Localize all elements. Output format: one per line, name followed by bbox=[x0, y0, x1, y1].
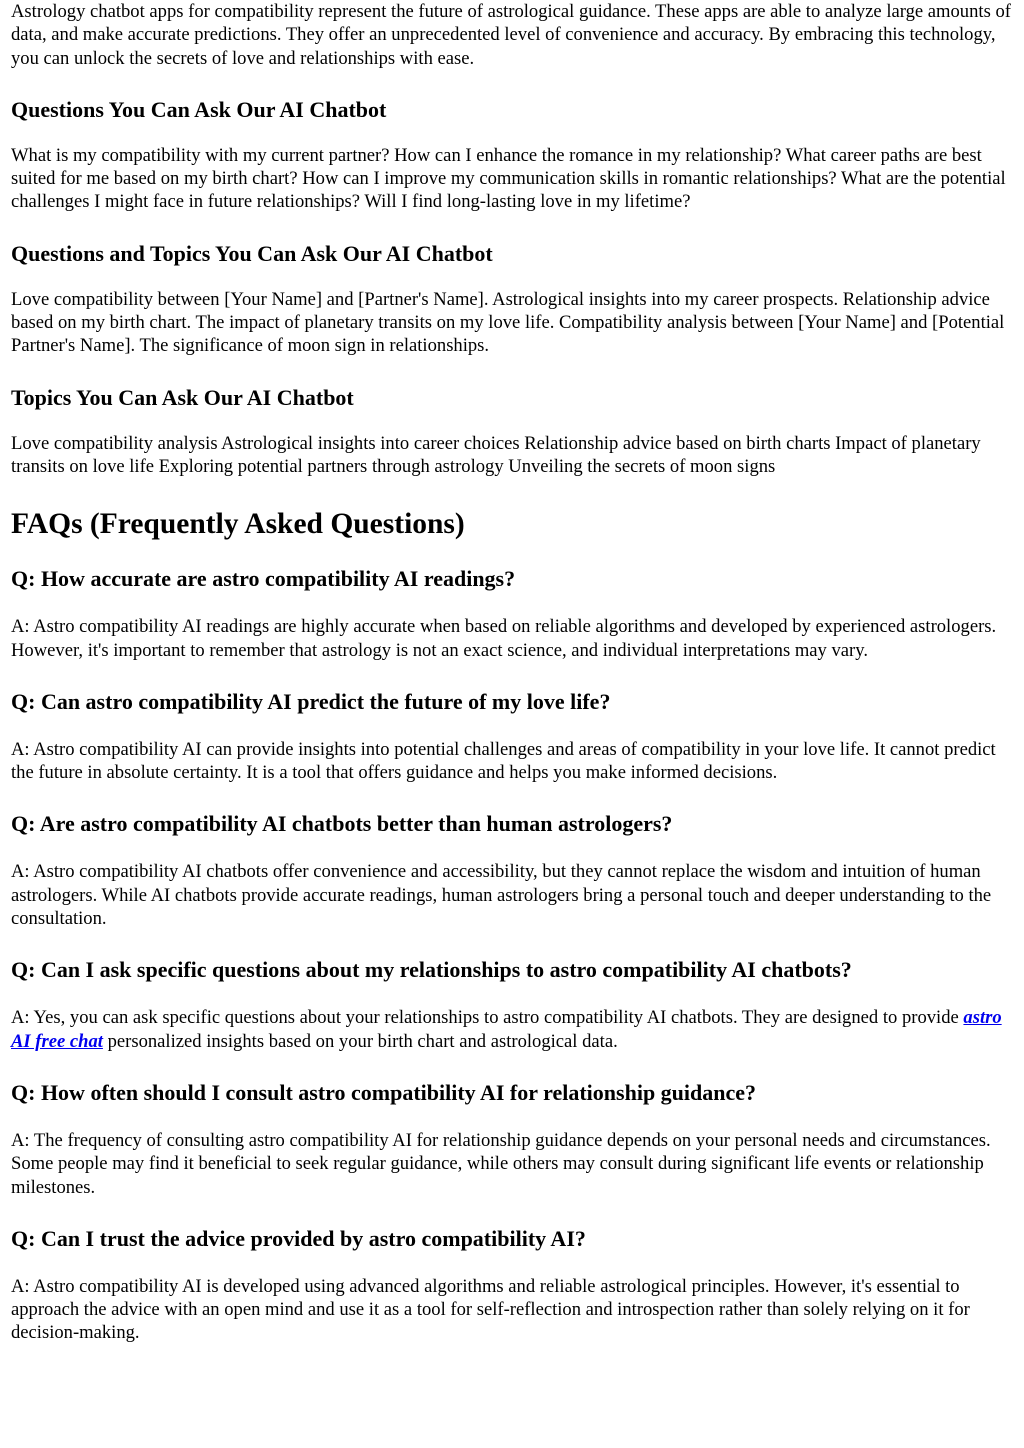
faq-answer bbox=[11, 1006, 1012, 1053]
faq-question: Q: Can I trust the advice provided by astro compatibility AI? bbox=[11, 1225, 586, 1251]
faq-answer: A: The frequency of consulting astro compatibility AI for relationship guidance depends on your personal needs and circumstances. Some people may find it beneficial to seek regular guidance, while others may consult during significant life events or relationship milestones. bbox=[11, 1129, 991, 1198]
faq-question: Q: Can astro compatibility AI predict the future of my love life? bbox=[11, 688, 611, 714]
faq-answer: A: Astro compatibility AI chatbots offer convenience and accessibility, but they cannot replace the wisdom and intuition of human astrologers. While AI chatbots provide accurate readings, human astrologers bring a personal touch and deeper understanding to the consultation. bbox=[11, 861, 992, 930]
intro-paragraph: Astrology chatbot apps for compatibility represent the future of astrological guidance. These apps are able to analyze large amounts of data, and make accurate predictions. They offer an unprecedented level of convenience and accuracy. By embracing this technology, you can unlock the secrets of love and relationships with ease. bbox=[11, 1, 1011, 69]
faq-title: FAQs (Frequently Asked Questions) bbox=[11, 508, 465, 541]
faq-answer: A: Astro compatibility AI readings are highly accurate when based on reliable algorithms and developed by experienced astrologers. However, it's important to remember that astrology is not an exact science, and individual interpretations may vary. bbox=[11, 616, 997, 661]
faq-answer: A: Astro compatibility AI is developed using advanced algorithms and reliable astrological principles. However, it's essential to approach the advice with an open mind and use it as a tool for self-reflection and introspection rather than solely relying on it for decision-making. bbox=[11, 1275, 970, 1344]
section-heading-questions-topics: Questions and Topics You Can Ask Our AI Chatbot bbox=[11, 240, 493, 266]
faq-question: Q: How often should I consult astro compatibility AI for relationship guidance? bbox=[11, 1079, 757, 1105]
faq-question: Q: How accurate are astro compatibility AI readings? bbox=[11, 566, 516, 592]
section-body-questions: What is my compatibility with my current partner? How can I enhance the romance in my relationship? What career paths are best suited for me based on my birth chart? How can I improve my communication skills in romantic relationships? What are the potential challenges I might face in future relationships? Will I find long-lasting love in my lifetime? bbox=[11, 144, 1006, 213]
faq-answer-text-before-link: A: Yes, you can ask specific questions about your relationships to astro compatibility AI chatbots. They are designed to provide bbox=[11, 1007, 964, 1029]
faq-answer-text-after-link: personalized insights based on your birth chart and astrological data. bbox=[102, 1030, 618, 1052]
section-body-questions-topics: Love compatibility between [Your Name] and [Partner's Name]. Astrological insights into my career prospects. Relationship advice based on my birth chart. The impact of planetary transits on my love life. Compatibility analysis between [Your Name] and [Potential Partner's Name]. The significance of moon sign in relationships. bbox=[11, 288, 1005, 357]
section-heading-topics: Topics You Can Ask Our AI Chatbot bbox=[11, 384, 354, 410]
faq-question: Q: Are astro compatibility AI chatbots better than human astrologers? bbox=[11, 811, 673, 837]
astro-ai-free-chat-link[interactable]: astro AI free chat bbox=[11, 1007, 1002, 1052]
faq-answer: A: Astro compatibility AI can provide insights into potential challenges and areas of compatibility in your love life. It cannot predict the future in absolute certainty. It is a tool that offers guidance and helps you make informed decisions. bbox=[11, 738, 996, 784]
section-body-topics: Love compatibility analysis Astrological insights into career choices Relationship advice based on birth charts Impact of planetary transits on love life Exploring potential partners through astrology Unveiling the secrets of moon signs bbox=[11, 432, 981, 477]
faq-question: Q: Can I ask specific questions about my relationships to astro compatibility AI chatbots? bbox=[11, 957, 852, 983]
section-heading-questions: Questions You Can Ask Our AI Chatbot bbox=[11, 96, 387, 122]
